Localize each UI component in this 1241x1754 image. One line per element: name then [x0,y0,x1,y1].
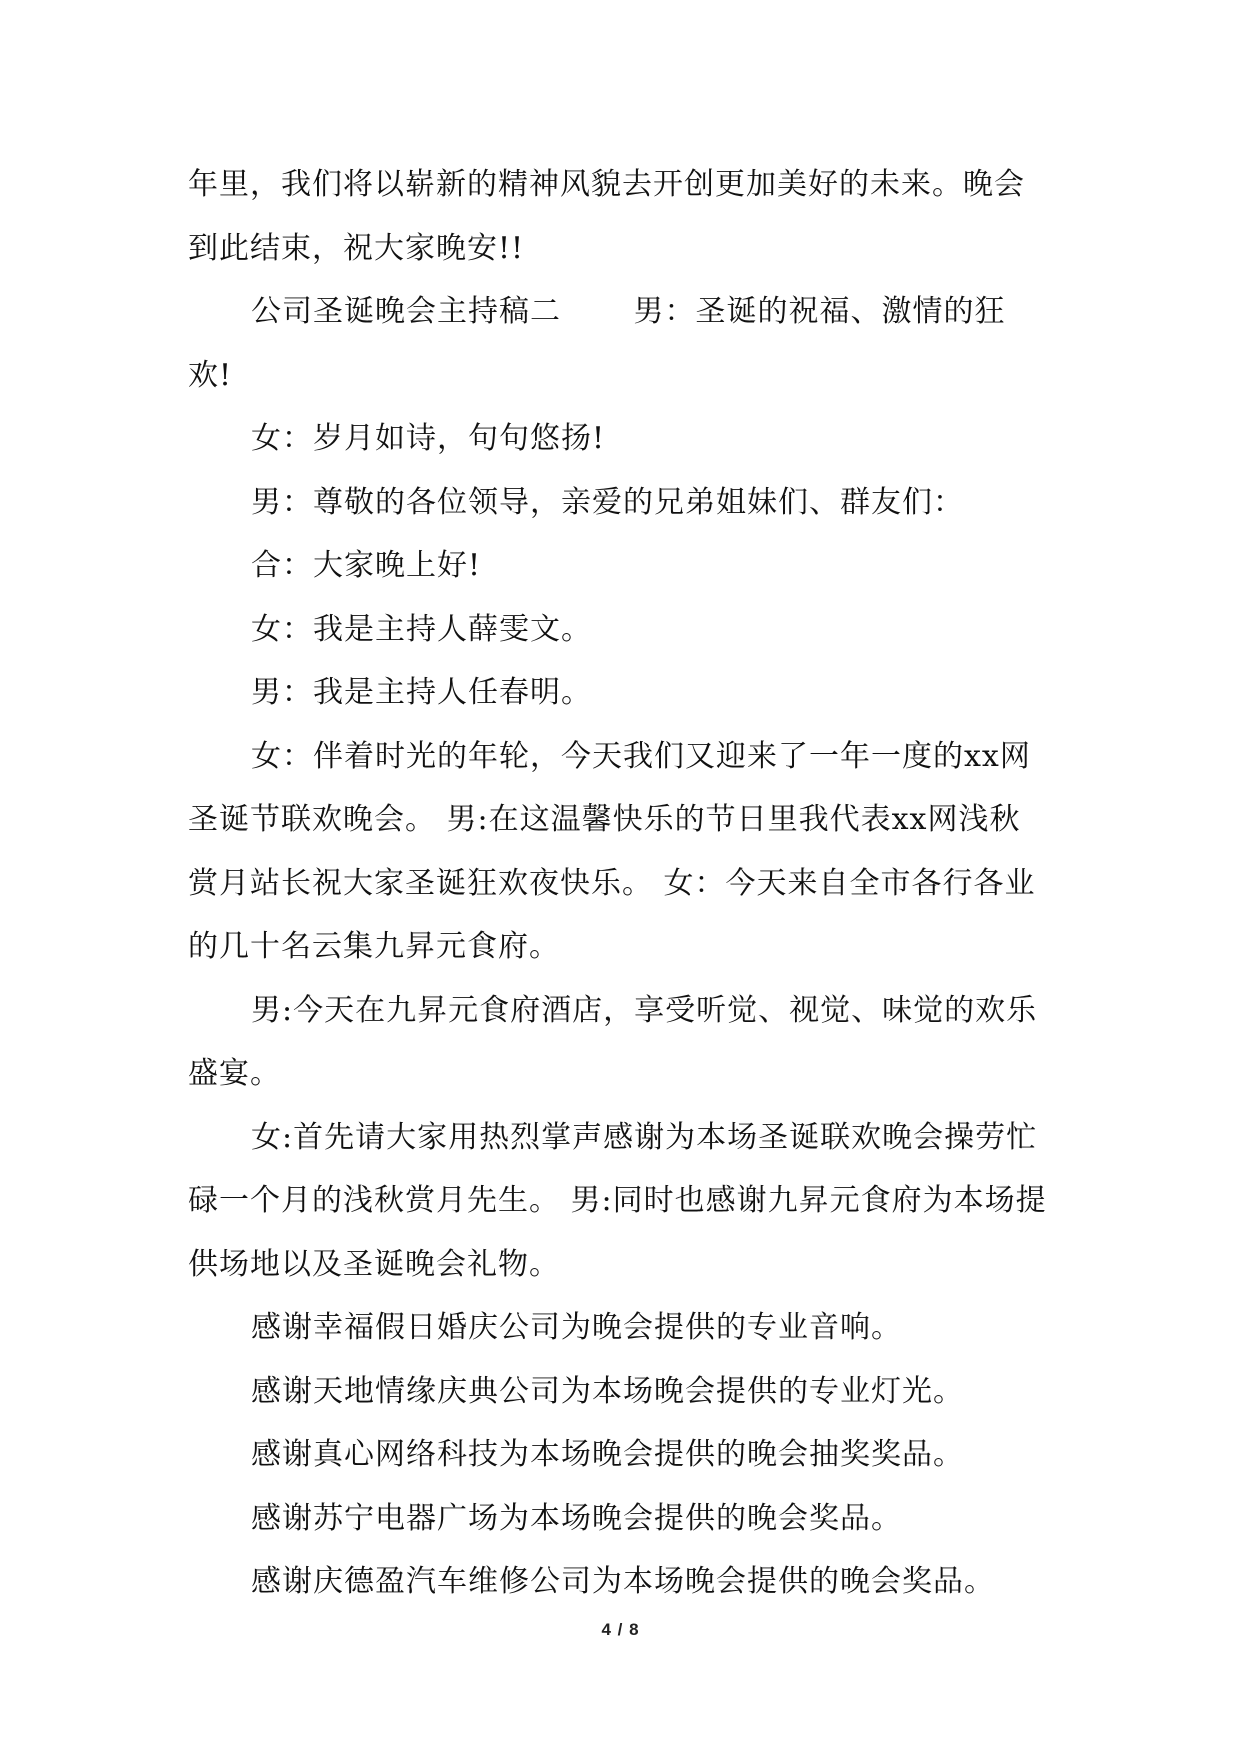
paragraph-1: 年里，我们将以崭新的精神风貌去开创更加美好的未来。晚会到此结束，祝大家晚安!! [188,167,1025,266]
paragraph-3: 女：岁月如诗，句句悠扬! [251,421,606,456]
paragraph-11: 感谢幸福假日婚庆公司为晚会提供的专业音响。 [251,1310,902,1345]
paragraph-15: 感谢庆德盈汽车维修公司为本场晚会提供的晚会奖品。 [251,1564,995,1599]
paragraph-6: 女：我是主持人薛雯文。 [251,611,592,647]
paragraph-12: 感谢天地情缘庆典公司为本场晚会提供的专业灯光。 [251,1373,964,1409]
paragraph-2: 公司圣诞晚会主持稿二 男：圣诞的祝福、激情的狂欢! [188,294,1006,393]
paragraph-5: 合：大家晚上好! [251,548,482,583]
paragraph-7: 男：我是主持人任春明。 [251,675,592,710]
paragraph-13: 感谢真心网络科技为本场晚会提供的晚会抽奖奖品。 [251,1437,964,1472]
paragraph-14: 感谢苏宁电器广场为本场晚会提供的晚会奖品。 [251,1500,902,1536]
paragraph-4: 男：尊敬的各位领导，亲爱的兄弟姐妹们、群友们： [251,484,964,520]
page-number: 4 / 8 [601,1620,640,1639]
paragraph-8: 女：伴着时光的年轮，今天我们又迎来了一年一度的xx网圣诞节联欢晚会。 男:在这温馨快乐的节日里我代表xx网浅秋赏月站长祝大家圣诞狂欢夜快乐。 女：今天来自全市各行各业的几十名云集九昇元食府。 [188,738,1036,964]
document-body [188,153,1048,1614]
paragraph-10: 女:首先请大家用热烈掌声感谢为本场圣诞联欢晚会操劳忙碌一个月的浅秋赏月先生。 男:同时也感谢九昇元食府为本场提供场地以及圣诞晚会礼物。 [188,1119,1047,1282]
paragraph-9: 男:今天在九昇元食府酒店，享受听觉、视觉、味觉的欢乐盛宴。 [188,992,1038,1091]
